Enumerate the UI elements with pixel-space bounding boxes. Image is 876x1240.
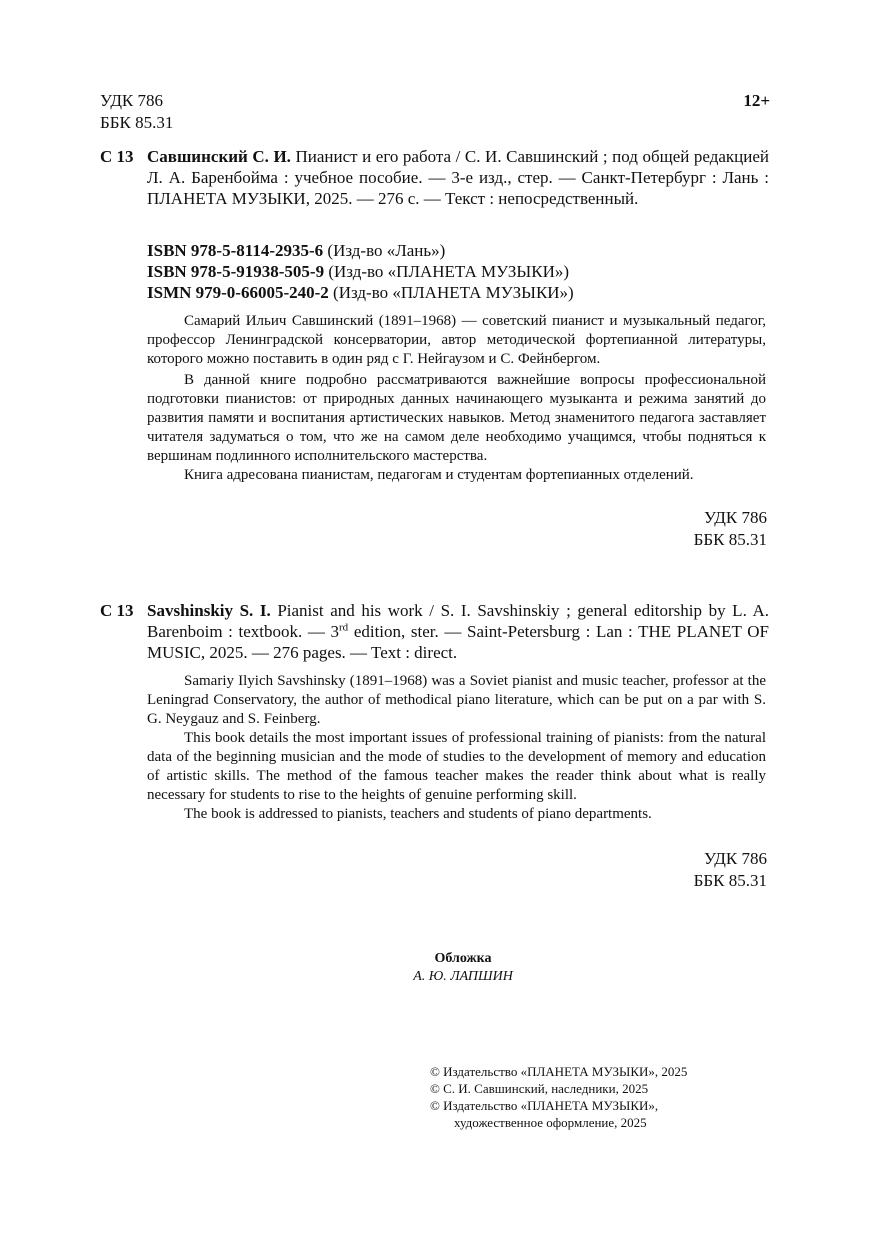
ismn-number: ISMN 979-0-66005-240-2 (147, 283, 329, 302)
en-bib-text-b: edition, ster. — Saint-Petersburg : Lan : THE PLANET OF MUSIC, 2025. — 276 pages. — Text : direct. (147, 622, 769, 662)
isbn-row (147, 240, 769, 261)
en-bbk: ББК 85.31 (693, 871, 767, 890)
copyright-line: © С. И. Савшинский, наследники, 2025 (430, 1081, 649, 1096)
ru-annotation-para-1: Самарий Ильич Савшинский (1891–1968) — советский пианист и музыкальный педагог, профессор Ленинградской консерватории, автор методической фортепианной литературы, которого можно поставить в один ряд с Г. Нейгаузом и С. Фейнбергом. (147, 313, 766, 367)
en-annotation-para-1: Samariy Ilyich Savshinsky (1891–1968) was a Soviet pianist and music teacher, professor at the Leningrad Conservatory, the author of methodical piano literature, which can be put on a par with S. G. Neygauz and S. Feinberg. (147, 673, 766, 727)
ru-annotation-para-3: Книга адресована пианистам, педагогам и студентам фортепианных отделений. (184, 467, 694, 483)
age-rating: 12+ (743, 91, 770, 110)
cover-label: Обложка (434, 951, 492, 966)
isbn-number: ISBN 978-5-8114-2935-6 (147, 241, 324, 260)
ru-author: Савшинский С. И. (147, 147, 291, 166)
en-bib-text-a: Pianist and his work / S. I. Savshinskiy ; general editorship by L. A. Barenboim : textbook. — 3 (147, 601, 769, 641)
en-classification-code: С 13 (100, 601, 134, 620)
ru-classification-code: С 13 (100, 147, 134, 166)
copyright-block (430, 1063, 760, 1131)
isbn-publisher: (Изд-во «Лань») (327, 241, 446, 260)
ru-annotation-para-2: В данной книге подробно рассматриваются важнейшие вопросы профессиональной подготовки пианистов: от природных данных начинающего музыканта и режима занятий до развития памяти и воспитания артистических навыков. Метод знаменитого педагога заставляет читателя задуматься о том, что же на самом деле необходимо учащимся, чтобы подняться к вершинам подлинного исполнительского мастерства. (147, 372, 766, 464)
ru-bibliographic-record (147, 146, 769, 209)
isbn-list (147, 240, 769, 303)
isbn-publisher: (Изд-во «ПЛАНЕТА МУЗЫКИ») (333, 283, 574, 302)
copyright-line: © Издательство «ПЛАНЕТА МУЗЫКИ», 2025 (430, 1064, 688, 1079)
isbn-number: ISBN 978-5-91938-505-9 (147, 262, 325, 281)
copyright-line: художественное оформление, 2025 (454, 1115, 647, 1130)
en-bibliographic-record (147, 600, 769, 663)
en-bib-superscript: rd (339, 621, 349, 634)
ru-bib-text: Пианист и его работа / С. И. Савшинский ; под общей редакцией Л. А. Баренбойма : учебное пособие. — 3-е изд., стер. — Санкт-Петербург : Лань : ПЛАНЕТА МУЗЫКИ, 2025. — 276 с. — Текст : непосредственный. (147, 147, 770, 208)
cover-artist: А. Ю. ЛАПШИН (413, 969, 513, 984)
header-udk: УДК 786 (100, 91, 164, 110)
en-udk: УДК 786 (703, 849, 767, 868)
ru-udk: УДК 786 (703, 508, 767, 527)
copyright-line: © Издательство «ПЛАНЕТА МУЗЫКИ», (430, 1098, 659, 1113)
en-author: Savshinskiy S. I. (147, 601, 271, 620)
en-annotation (147, 672, 766, 824)
header-bbk: ББК 85.31 (100, 113, 174, 132)
ru-bbk: ББК 85.31 (693, 530, 767, 549)
en-annotation-para-3: The book is addressed to pianists, teachers and students of piano departments. (184, 806, 652, 822)
isbn-row (147, 261, 769, 282)
ru-annotation (147, 312, 766, 485)
en-annotation-para-2: This book details the most important issues of professional training of pianists: from the natural data of the beginning musician and the mode of studies to the development of memory and education of artistic skills. The method of the famous teacher makes the reader think about what is really necessary for students to rise to the heights of genuine performing skill. (147, 730, 766, 803)
isbn-publisher: (Изд-во «ПЛАНЕТА МУЗЫКИ») (328, 262, 570, 281)
isbn-row (147, 282, 769, 303)
